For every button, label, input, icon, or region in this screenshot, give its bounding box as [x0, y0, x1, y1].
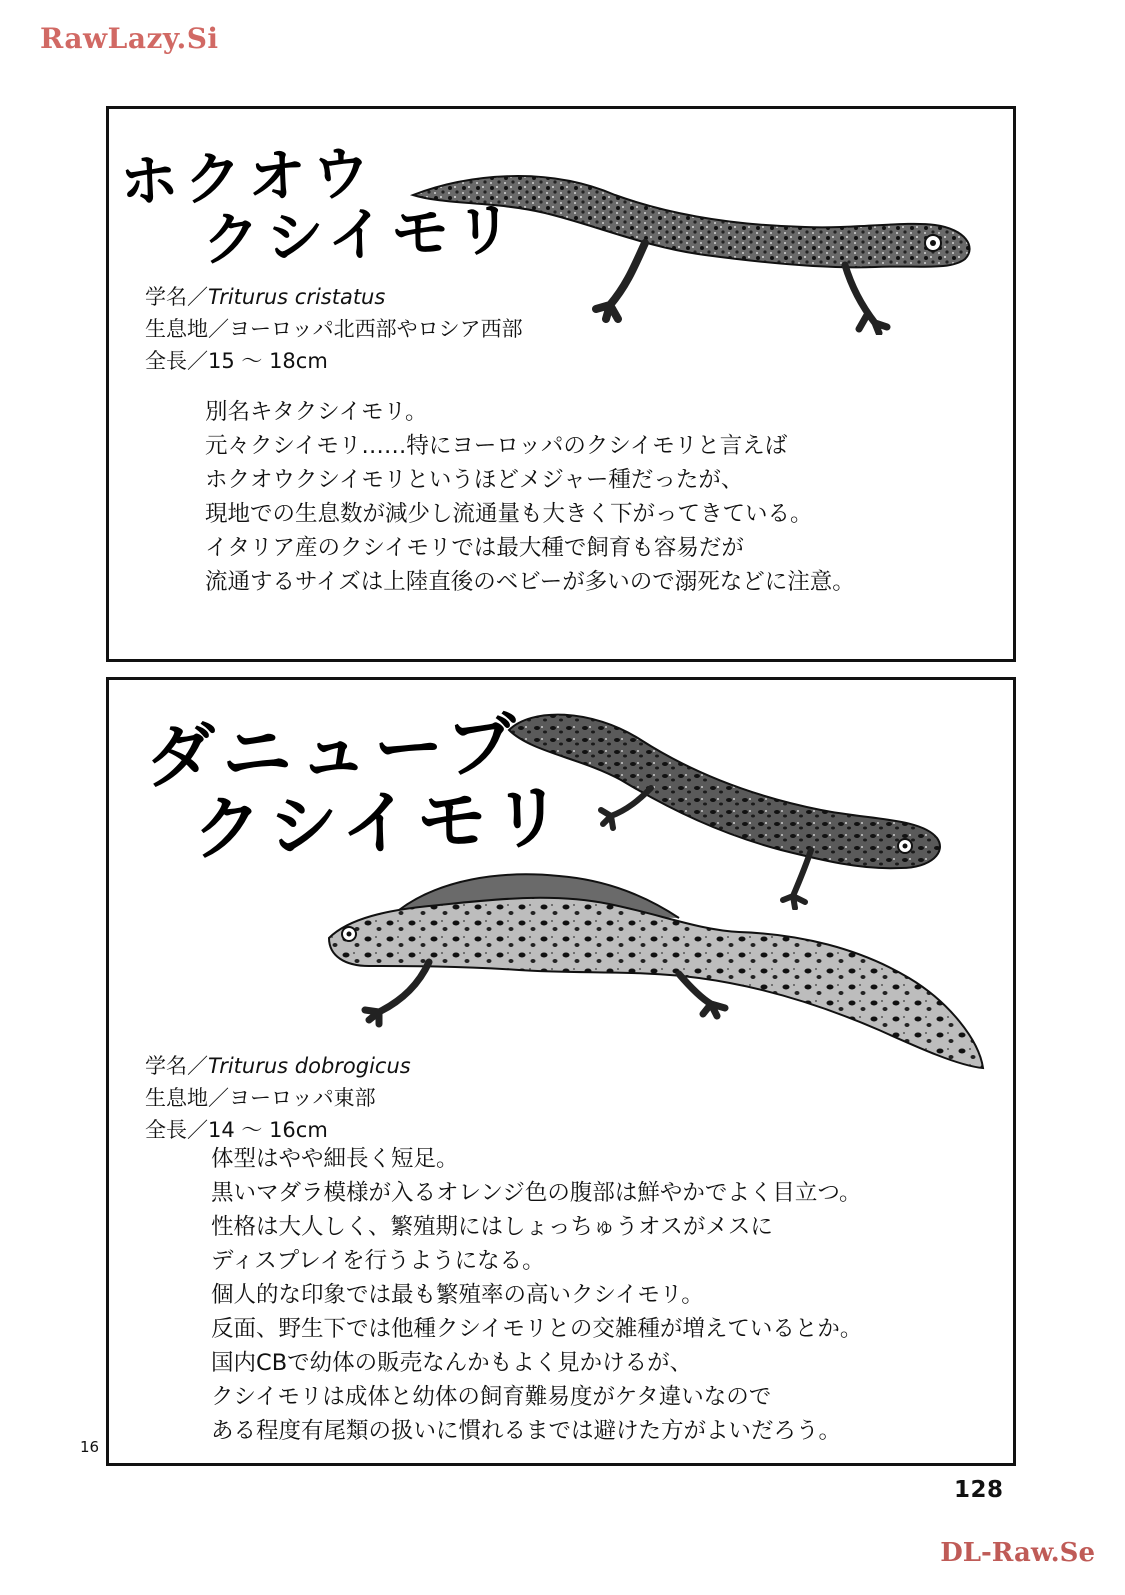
description-line: 国内CBで幼体の販売なんかもよく見かけるが、 — [211, 1350, 693, 1376]
scientific-name-label: 学名／ — [145, 285, 208, 309]
scientific-name: Triturus dobrogicus — [208, 1054, 411, 1078]
length-label: 全長／ — [145, 349, 208, 373]
habitat-label: 生息地／ — [145, 1086, 229, 1110]
watermark-top: RawLazy.Si — [40, 22, 219, 55]
species-description — [205, 395, 855, 599]
description-line: 反面、野生下では他種クシイモリとの交雑種が増えているとか。 — [211, 1316, 863, 1342]
description-line: イタリア産のクシイモリでは最大種で飼育も容易だが — [205, 535, 744, 561]
watermark-bottom: DL-Raw.Se — [940, 1538, 1095, 1568]
habitat-value: ヨーロッパ東部 — [229, 1086, 376, 1110]
length-value: 15 ～ 18cm — [208, 349, 328, 373]
description-line: 体型はやや細長く短足。 — [211, 1146, 459, 1172]
description-line: クシイモリは成体と幼体の飼育難易度がケタ違いなので — [211, 1384, 772, 1410]
scientific-name: Triturus cristatus — [208, 285, 386, 309]
description-line: ディスプレイを行うようになる。 — [211, 1248, 545, 1274]
newt-illustration-lower — [319, 870, 989, 1090]
species-title-line-1: ホクオウ — [118, 139, 378, 216]
description-line: ホクオウクシイモリというほどメジャー種だったが、 — [205, 467, 744, 493]
species-panel-northern-crested-newt — [106, 106, 1016, 662]
description-line: 別名キタクシイモリ。 — [205, 399, 428, 425]
scientific-name-row — [145, 1050, 411, 1082]
habitat-value: ヨーロッパ北西部やロシア西部 — [229, 317, 523, 341]
species-facts — [145, 281, 523, 377]
habitat-row — [145, 313, 523, 345]
species-panel-danube-crested-newt — [106, 677, 1016, 1466]
description-line: 流通するサイズは上陸直後のベビーが多いので溺死などに注意。 — [205, 569, 855, 595]
species-title-line-2: クシイモリ — [190, 775, 571, 871]
description-line: 個人的な印象では最も繁殖率の高いクシイモリ。 — [211, 1282, 704, 1308]
scientific-name-row — [145, 281, 523, 313]
species-title-line-2: クシイモリ — [200, 194, 521, 274]
description-line: 元々クシイモリ……特にヨーロッパのクシイモリと言えば — [205, 433, 788, 459]
species-title-line-1: ダニューブ — [144, 703, 524, 799]
species-description — [211, 1142, 862, 1448]
species-facts — [145, 1050, 411, 1146]
habitat-row — [145, 1082, 411, 1114]
description-line: 黒いマダラ模様が入るオレンジ色の腹部は鮮やかでよく目立つ。 — [211, 1180, 862, 1206]
description-line: 性格は大人しく、繁殖期にはしょっちゅうオスがメスに — [211, 1214, 773, 1240]
habitat-label: 生息地／ — [145, 317, 229, 341]
length-value: 14 ～ 16cm — [208, 1118, 328, 1142]
length-row — [145, 345, 523, 377]
scientific-name-label: 学名／ — [145, 1054, 208, 1078]
page-number: 128 — [954, 1477, 1004, 1503]
description-line: ある程度有尾類の扱いに慣れるまでは避けた方がよいだろう。 — [211, 1418, 842, 1444]
side-page-marker: 16 — [80, 1438, 100, 1456]
description-line: 現地での生息数が減少し流通量も大きく下がってきている。 — [205, 501, 813, 527]
length-label: 全長／ — [145, 1118, 208, 1142]
